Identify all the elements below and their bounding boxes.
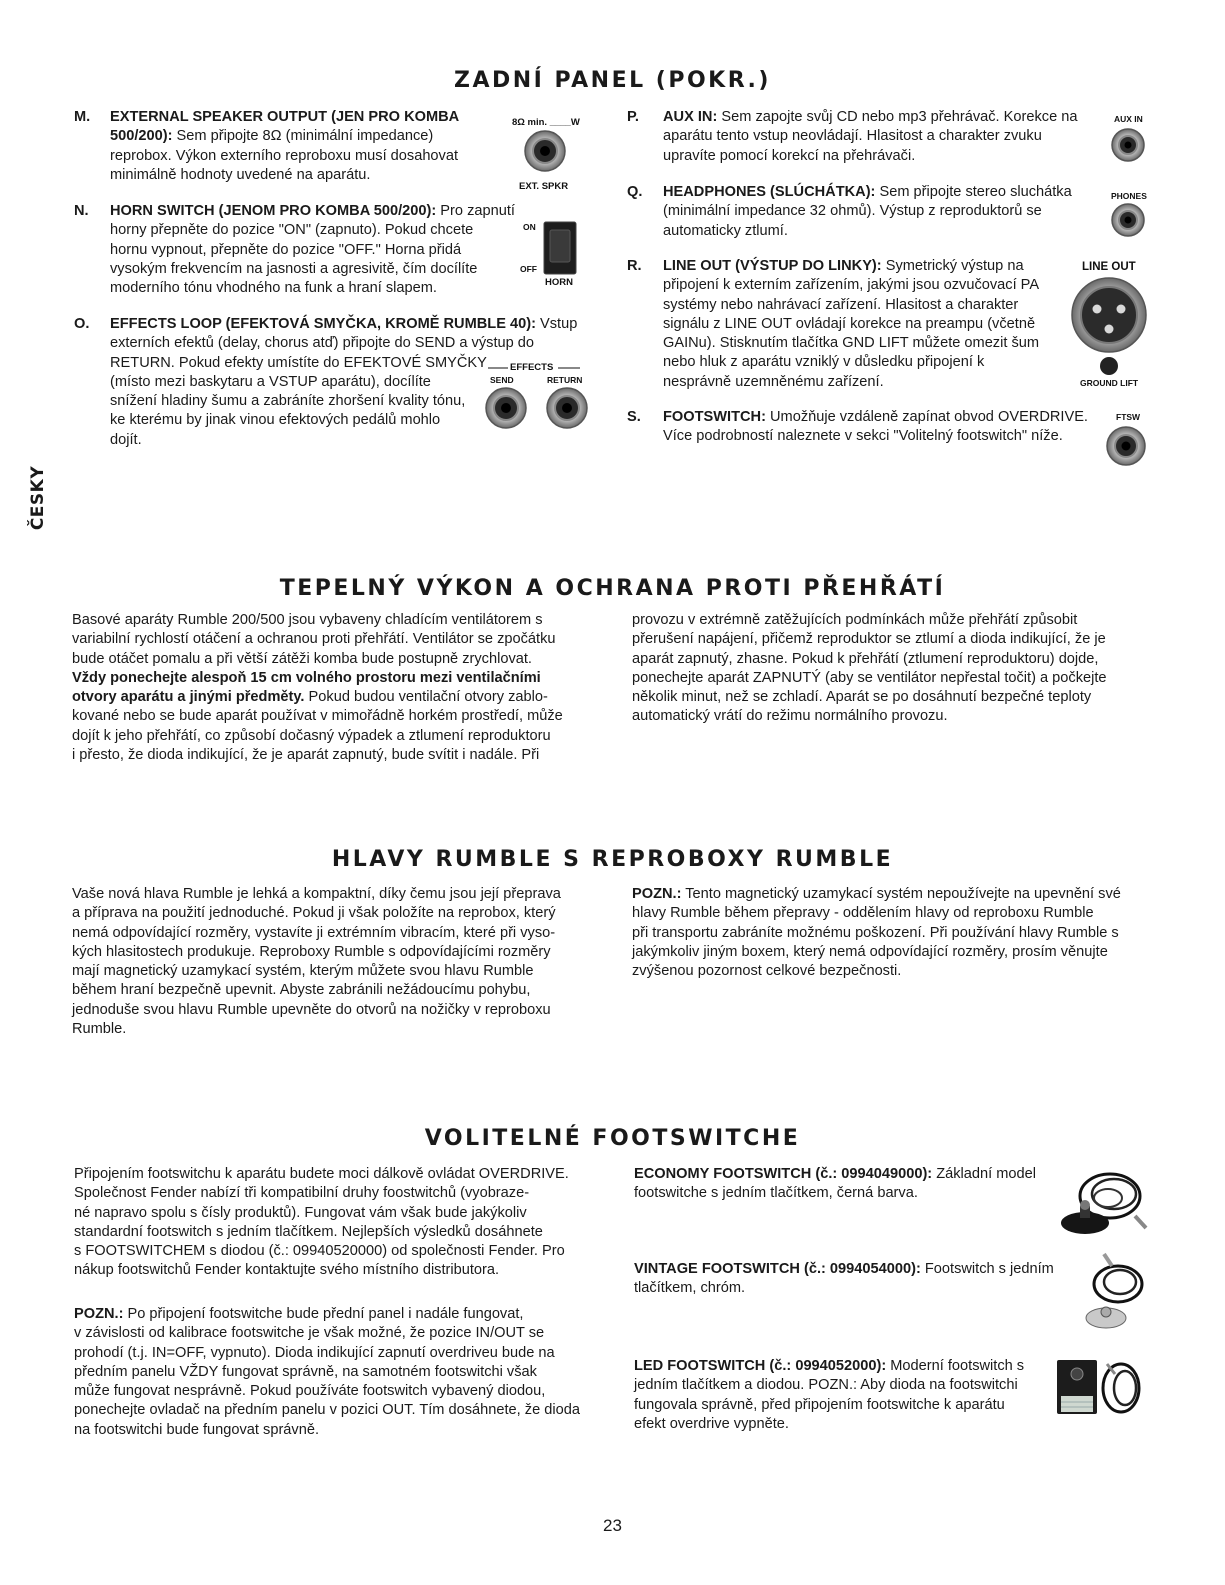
text-line: variabilní rychlostí otáčení a ochranou proti přehřátí. Ventilátor se zpočátku (72, 631, 556, 648)
text-line: jakýmkoliv jiným boxem, který nemá odpovídající rozměry, prosím věnujte (632, 943, 1108, 960)
effects-send-jack-icon (486, 388, 526, 428)
text-line: jedním tlačítkem a diodou. POZN.: Aby dioda na footswitchi (634, 1377, 1018, 1394)
item-letter: R. (627, 258, 642, 274)
text-line: Společnost Fender nabízí tři kompatibilní druhy foostwitchů (vyobraze- (74, 1185, 530, 1202)
ftsw-jack-icon (1107, 427, 1145, 465)
rear-panel-graphics (0, 0, 1225, 560)
text-line: ECONOMY FOOTSWITCH (č.: 0994049000): Základní model (634, 1166, 1037, 1182)
text-line: Více podrobností naleznete v sekci "Volitelný footswitch" níže. (663, 428, 1063, 445)
page-number: 23 (603, 1516, 622, 1535)
text-line: ke kterému by jinak vinou efektových pedálů mohlo (110, 412, 441, 429)
thermal-right-paragraph (632, 611, 1162, 727)
economy-footswitch-description (634, 1165, 1054, 1204)
text-line: POZN.: Po připojení footswitche bude přední panel i nadále fungovat, (74, 1306, 524, 1322)
economy-footswitch-icon (1060, 1168, 1150, 1240)
text-line: automaticky ztlumí. (663, 222, 788, 239)
text-line: tlačítkem, chróm. (634, 1280, 746, 1297)
effects-label: EFFECTS (510, 362, 554, 373)
text-line: snížení hladiny šumu a zabráníte zhoršení kvality tónu, (110, 393, 466, 410)
text-line: (místo mezi baskytaru a VSTUP aparátu), docílíte (110, 373, 431, 390)
heads-note-paragraph (632, 885, 1162, 981)
line-out-label: LINE OUT (1082, 261, 1136, 273)
text-line: hlavy Rumble během přepravy - oddělením hlavy od reproboxu Rumble (632, 905, 1094, 922)
text-line: nesprávně uzemněnému zařízení. (663, 373, 884, 390)
text-line: horny přepněte do pozice "ON" (zapnuto). Pokud chcete (110, 222, 474, 239)
text-line: bude otáčet pomalu a při větší zátěži komba bude postupně zrychlovat. (72, 650, 532, 667)
text-line: (minimální impedance 32 ohmů). Výstup z reproduktorů se (663, 203, 1042, 220)
text-line: LINE OUT (VÝSTUP DO LINKY): Symetrický výstup na (663, 258, 1024, 274)
text-line: kované nebo se bude aparát používat v mimořádně horkém prostředí, může (72, 708, 563, 725)
text-line: 500/200): Sem připojte 8Ω (minimální impedance) (110, 128, 434, 145)
text-line: moderního tónu vhodného na funk a hraní slapem. (110, 280, 437, 297)
text-line: hornu vypnout, přepněte do pozice "OFF." Horna přidá (110, 241, 462, 258)
text-line: otvory aparátu a jinými předměty. Pokud budou ventilační otvory zablo- (72, 689, 548, 706)
text-line: Vaše nová hlava Rumble je lehká a kompaktní, díky čemu jsou její přeprava (72, 886, 561, 902)
aux-in-label: AUX IN (1114, 114, 1143, 124)
text-line: prohodí (t.j. IN=OFF, vypnuto). Dioda indikující zapnutí overdriveu bude na (74, 1344, 555, 1361)
text-line: EXTERNAL SPEAKER OUTPUT (JEN PRO KOMBA (110, 109, 460, 125)
text-line: během hraní bezpečně upevnit. Abyste zabránili nežádoucímu pohybu, (72, 982, 531, 999)
item-letter: P. (627, 109, 639, 125)
text-line: Basové aparáty Rumble 200/500 jsou vybaveny chladícím ventilátorem s (72, 612, 543, 628)
horn-label: HORN (545, 277, 573, 288)
text-line: ponechejte aparát ZAPNUTÝ (aby se ventilátor nepřestal točit) a počkejte (632, 669, 1107, 686)
section-title-rear-panel: ZADNÍ PANEL (POKR.) (454, 68, 771, 93)
text-line: kých hlasitostech produkuje. Reproboxy Rumble s odpovídajícími rozměry (72, 943, 551, 960)
ftsw-label: FTSW (1116, 412, 1141, 422)
horn-off-label: OFF (520, 264, 537, 274)
text-line: v závislosti od kalibrace footswitche je však možné, že pozice IN/OUT se (74, 1325, 545, 1342)
section-title-thermal: TEPELNÝ VÝKON A OCHRANA PROTI PŘEHŘÁTÍ (279, 576, 946, 601)
text-line: EFFECTS LOOP (EFEKTOVÁ SMYČKA, KROMĚ RUMBLE 40): Vstup (110, 316, 578, 332)
text-line: aparátu tento vstup neovládají. Hlasitost a charakter zvuku (663, 128, 1042, 145)
item-letter: O. (74, 316, 90, 332)
text-line: signálu z LINE OUT ovládají korekce na preampu (včetně (663, 315, 1036, 332)
led-footswitch-description (634, 1357, 1054, 1434)
text-line: aparát zapnutý, zhasne. Pokud k přehřátí (ztlumení reproduktoru) dojde, (632, 650, 1099, 667)
text-line: několik minut, než se zchladí. Aparát se po dosáhnutí bezpečné teploty (632, 689, 1092, 706)
text-line: efekt overdrive vypněte. (634, 1415, 789, 1432)
thermal-left-paragraph (72, 611, 602, 765)
text-line: footswitche s jedním tlačítkem, černá barva. (634, 1185, 918, 1202)
ext-speaker-label: EXT. SPKR (519, 181, 569, 192)
text-line: provozu v extrémně zatěžujících podmínkách může přehřátí způsobit (632, 612, 1078, 628)
text-line: LED FOOTSWITCH (č.: 0994052000): Moderní footswitch s (634, 1358, 1025, 1374)
effects-send-label: SEND (490, 375, 514, 385)
ext-speaker-jack-icon (525, 131, 565, 171)
text-line: POZN.: Tento magnetický uzamykací systém nepoužívejte na upevnění své (632, 886, 1121, 902)
text-line: AUX IN: Sem zapojte svůj CD nebo mp3 přehrávač. Korekce na (663, 109, 1078, 125)
item-letter: S. (627, 409, 641, 425)
phones-label: PHONES (1111, 191, 1147, 201)
phones-jack-icon (1112, 204, 1144, 236)
text-line: na footswitchi bude fungovat správně. (74, 1421, 320, 1438)
text-line: Vždy ponechejte alespoň 15 cm volného prostoru mezi ventilačními (72, 669, 541, 686)
text-line: dojít. (110, 431, 142, 448)
horn-on-label: ON (523, 222, 536, 232)
aux-in-jack-icon (1112, 129, 1144, 161)
ground-lift-label: GROUND LIFT (1080, 378, 1139, 388)
text-line: Připojením footswitchu k aparátu budete moci dálkově ovládat OVERDRIVE. (74, 1166, 569, 1182)
ground-lift-button-icon (1100, 357, 1118, 375)
text-line: zvýšenou pozornost celkové bezpečnosti. (632, 963, 902, 980)
item-letter: N. (74, 203, 89, 219)
text-line: i přesto, že dioda indikující, že je aparát zapnutý, bude svítit i nadále. Při (72, 747, 540, 764)
text-line: nákup footswitchů Fender kontaktujte svého místního distributora. (74, 1262, 500, 1279)
ext-speaker-rating-label: 8Ω min. ____W (512, 117, 580, 128)
text-line: externích efektů (delay, chorus atď) připojte do SEND a výstup do (110, 335, 535, 352)
text-line: upravíte pomocí korekcí na přehrávači. (663, 147, 916, 164)
footswitch-note-paragraph (74, 1305, 604, 1440)
vintage-footswitch-description (634, 1260, 1064, 1299)
text-line: GAINu). Stisknutím tlačítka GND LIFT můžete omezit šum (663, 335, 1040, 352)
text-line: FOOTSWITCH: Umožňuje vzdáleně zapínat obvod OVERDRIVE. (663, 409, 1088, 425)
text-line: dojít k jeho přehřátí, co způsobí dočasný výpadek a ztlumení reproduktoru (72, 727, 551, 744)
text-line: automatický vrátí do režimu normálního provozu. (632, 708, 948, 725)
text-line: standardní footswitch s jedním tlačítkem. Nejlepších výsledků dosáhnete (74, 1223, 543, 1240)
text-line: HEADPHONES (SLÚCHÁTKA): Sem připojte stereo sluchátka (663, 184, 1072, 200)
text-line: ponechejte ovladač na předním panelu v pozici OUT. Tím dosáhnete, že dioda (74, 1402, 580, 1419)
text-line: RETURN. Pokud efekty umístíte do EFEKTOVÉ SMYČKY (110, 354, 487, 371)
text-line: nebo hluk z aparátu vzniklý v důsledku připojení k (663, 354, 985, 371)
text-line: minimálně hodnoty uvedené na aparátu. (110, 166, 371, 183)
footswitch-intro-paragraph (74, 1165, 604, 1281)
text-line: né napravo spolu s čísly produktů). Fungovat vám však bude jakýkoliv (74, 1204, 527, 1221)
text-line: reprobox. Výkon externího reproboxu musí dosahovat (110, 147, 459, 164)
text-line: jednoduše svou hlavu Rumble upevněte do otvorů na nožičky v reproboxu (72, 1001, 551, 1018)
text-line: předním panelu VŽDY fungovat správně, na samotném footswitchi však (74, 1363, 537, 1380)
led-footswitch-icon (1055, 1358, 1145, 1420)
item-letter: Q. (627, 184, 643, 200)
vintage-footswitch-icon (1078, 1250, 1148, 1332)
item-letter: M. (74, 109, 91, 125)
text-line: Rumble. (72, 1021, 127, 1038)
effects-return-label: RETURN (547, 375, 583, 385)
text-line: s FOOTSWITCHEM s diodou (č.: 09940520000) od společnosti Fender. Pro (74, 1243, 565, 1260)
text-line: systémy nebo nahrávací zařízení. Hlasitost a charakter (663, 296, 1019, 313)
text-line: mají magnetický uzamykací systém, kterým můžete svou hlavu Rumble (72, 963, 534, 980)
text-line: vysokým frekvencím na jasnosti a agresivitě, čím docílíte (110, 260, 478, 277)
heads-left-paragraph (72, 885, 602, 1039)
text-line: a příprava na použití jednoduché. Pokud ji však položíte na reprobox, který (72, 905, 556, 922)
text-line: VINTAGE FOOTSWITCH (č.: 0994054000): Footswitch s jedním (634, 1261, 1054, 1277)
section-title-heads: HLAVY RUMBLE S REPROBOXY RUMBLE (331, 847, 894, 872)
section-title-footswitches: VOLITELNÉ FOOTSWITCHE (424, 1126, 801, 1151)
text-line: při transportu zabráníte možnému poškození. Při používání hlavy Rumble s (632, 924, 1119, 941)
text-line: nemá odpovídající rozměry, vystavíte ji extrémním vibracím, které při vyso- (72, 924, 556, 941)
text-line: fungovala správně, před připojením footswitche k aparátu (634, 1396, 1005, 1413)
text-line: HORN SWITCH (JENOM PRO KOMBA 500/200): Pro zapnutí (110, 203, 515, 219)
text-line: může fungovat nesprávně. Pokud používáte footswitch vybavený diodou, (74, 1383, 546, 1400)
text-line: přerušení napájení, přičemž reproduktor se ztlumí a dioda indikující, že je (632, 631, 1106, 648)
effects-return-jack-icon (547, 388, 587, 428)
side-language-label: ČESKY (28, 465, 49, 531)
text-line: připojení k externím zařízením, jakými jsou ozvučovací PA (663, 277, 1040, 294)
line-out-xlr-icon (1072, 278, 1146, 352)
horn-switch-icon (544, 222, 576, 274)
